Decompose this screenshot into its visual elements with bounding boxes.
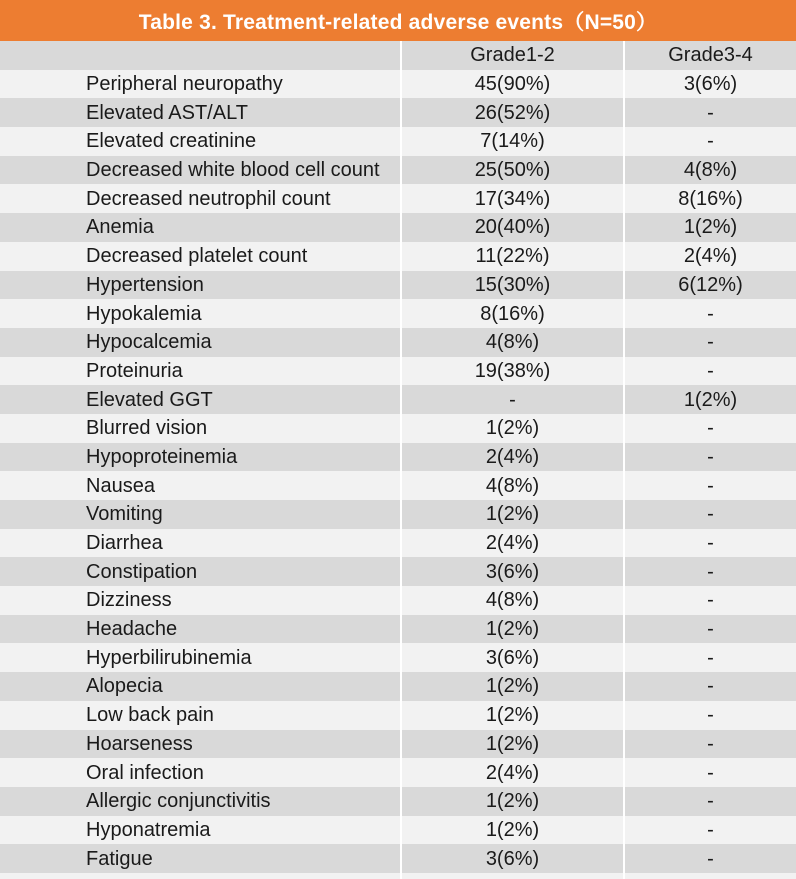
- event-cell: Dizziness: [0, 586, 400, 615]
- table-row: [0, 500, 796, 529]
- table-row: [0, 758, 796, 787]
- grade3-4-cell: -: [623, 471, 796, 500]
- grade3-4-cell: 1(2%): [623, 385, 796, 414]
- table-row: [0, 184, 796, 213]
- grade3-4-cell: -: [623, 643, 796, 672]
- event-cell: Elevated GGT: [0, 385, 400, 414]
- grade1-2-cell: 7(14%): [400, 127, 623, 156]
- grade3-4-cell: -: [623, 615, 796, 644]
- table-row: [0, 701, 796, 730]
- grade3-4-cell: -: [623, 730, 796, 759]
- grade1-2-cell: 25(50%): [400, 156, 623, 185]
- event-cell: Anemia: [0, 213, 400, 242]
- table-row: [0, 328, 796, 357]
- grade1-2-cell: 4(8%): [400, 471, 623, 500]
- table-title: Table 3. Treatment-related adverse events（N=50）: [138, 10, 658, 34]
- grade1-2-cell: 1(2%): [400, 500, 623, 529]
- event-cell: Allergic conjunctivitis: [0, 787, 400, 816]
- event-cell: Blurred vision: [0, 414, 400, 443]
- table-row: [0, 357, 796, 386]
- table-row: [0, 271, 796, 300]
- grade1-2-cell: 1(2%): [400, 701, 623, 730]
- grade1-2-cell: 1(2%): [400, 730, 623, 759]
- grade3-4-cell: -: [623, 844, 796, 873]
- grade1-2-cell: 2(4%): [400, 529, 623, 558]
- event-cell: Hyperbilirubinemia: [0, 643, 400, 672]
- event-cell: Hoarseness: [0, 730, 400, 759]
- grade1-2-cell: 3(6%): [400, 557, 623, 586]
- grade1-2-cell: 19(38%): [400, 357, 623, 386]
- column-header-event: [0, 41, 400, 70]
- grade1-2-cell: 3(6%): [400, 643, 623, 672]
- event-cell: Fatigue: [0, 844, 400, 873]
- grade1-2-cell: 2(4%): [400, 758, 623, 787]
- bottom-partial-cell: [400, 873, 623, 879]
- grade1-2-cell: 2(4%): [400, 443, 623, 472]
- event-cell: Nausea: [0, 471, 400, 500]
- grade1-2-cell: 15(30%): [400, 271, 623, 300]
- table-row: [0, 643, 796, 672]
- bottom-partial-cell: [623, 873, 796, 879]
- grade3-4-cell: 1(2%): [623, 213, 796, 242]
- table-row: [0, 615, 796, 644]
- grade1-2-cell: 1(2%): [400, 615, 623, 644]
- table-row: [0, 557, 796, 586]
- grade3-4-cell: 4(8%): [623, 156, 796, 185]
- grade3-4-cell: 3(6%): [623, 70, 796, 99]
- table-row: [0, 414, 796, 443]
- table-row: [0, 213, 796, 242]
- header-row: [0, 41, 796, 70]
- event-cell: Proteinuria: [0, 357, 400, 386]
- column-header-grade1-2: Grade1-2: [400, 41, 623, 70]
- table-row: [0, 443, 796, 472]
- event-cell: Decreased neutrophil count: [0, 184, 400, 213]
- table-row: [0, 787, 796, 816]
- grade1-2-cell: 45(90%): [400, 70, 623, 99]
- grade1-2-cell: 4(8%): [400, 328, 623, 357]
- table-row: [0, 529, 796, 558]
- event-cell: Alopecia: [0, 672, 400, 701]
- bottom-partial-row: [0, 873, 796, 879]
- grade3-4-cell: -: [623, 586, 796, 615]
- grade3-4-cell: 6(12%): [623, 271, 796, 300]
- grade3-4-cell: -: [623, 443, 796, 472]
- grade3-4-cell: -: [623, 500, 796, 529]
- grade3-4-cell: -: [623, 98, 796, 127]
- grade1-2-cell: 3(6%): [400, 844, 623, 873]
- table-row: [0, 242, 796, 271]
- table-row: [0, 70, 796, 99]
- event-cell: Vomiting: [0, 500, 400, 529]
- event-cell: Hypoproteinemia: [0, 443, 400, 472]
- event-cell: Elevated AST/ALT: [0, 98, 400, 127]
- table-row: [0, 672, 796, 701]
- grade3-4-cell: -: [623, 127, 796, 156]
- table-row: [0, 730, 796, 759]
- table-row: [0, 586, 796, 615]
- grade3-4-cell: -: [623, 414, 796, 443]
- grade1-2-cell: 1(2%): [400, 787, 623, 816]
- event-cell: Oral infection: [0, 758, 400, 787]
- grade1-2-cell: -: [400, 385, 623, 414]
- grade1-2-cell: 1(2%): [400, 816, 623, 845]
- grade1-2-cell: 8(16%): [400, 299, 623, 328]
- table-title-bar: [0, 0, 796, 41]
- table-row: [0, 299, 796, 328]
- grade1-2-cell: 1(2%): [400, 414, 623, 443]
- grade3-4-cell: 8(16%): [623, 184, 796, 213]
- grade1-2-cell: 1(2%): [400, 672, 623, 701]
- event-cell: Hyponatremia: [0, 816, 400, 845]
- grade3-4-cell: -: [623, 701, 796, 730]
- event-cell: Diarrhea: [0, 529, 400, 558]
- table-row: [0, 816, 796, 845]
- event-cell: Headache: [0, 615, 400, 644]
- grade3-4-cell: -: [623, 557, 796, 586]
- event-cell: Peripheral neuropathy: [0, 70, 400, 99]
- grade3-4-cell: -: [623, 672, 796, 701]
- event-cell: Hypokalemia: [0, 299, 400, 328]
- table-row: [0, 844, 796, 873]
- event-cell: Decreased white blood cell count: [0, 156, 400, 185]
- event-cell: Decreased platelet count: [0, 242, 400, 271]
- grade1-2-cell: 11(22%): [400, 242, 623, 271]
- event-cell: Constipation: [0, 557, 400, 586]
- event-cell: Elevated creatinine: [0, 127, 400, 156]
- grade1-2-cell: 20(40%): [400, 213, 623, 242]
- grade3-4-cell: -: [623, 787, 796, 816]
- grade3-4-cell: 2(4%): [623, 242, 796, 271]
- table-row: [0, 471, 796, 500]
- grade1-2-cell: 26(52%): [400, 98, 623, 127]
- table-row: [0, 156, 796, 185]
- table-row: [0, 127, 796, 156]
- table-row: [0, 385, 796, 414]
- table-body: [0, 70, 796, 873]
- grade3-4-cell: -: [623, 758, 796, 787]
- event-cell: Low back pain: [0, 701, 400, 730]
- grade3-4-cell: -: [623, 328, 796, 357]
- grade3-4-cell: -: [623, 816, 796, 845]
- adverse-events-table: [0, 41, 796, 879]
- column-header-grade3-4: Grade3-4: [623, 41, 796, 70]
- table-row: [0, 98, 796, 127]
- grade3-4-cell: -: [623, 357, 796, 386]
- event-cell: Hypocalcemia: [0, 328, 400, 357]
- grade1-2-cell: 17(34%): [400, 184, 623, 213]
- grade3-4-cell: -: [623, 299, 796, 328]
- grade1-2-cell: 4(8%): [400, 586, 623, 615]
- grade3-4-cell: -: [623, 529, 796, 558]
- event-cell: Hypertension: [0, 271, 400, 300]
- bottom-partial-cell: [0, 873, 400, 879]
